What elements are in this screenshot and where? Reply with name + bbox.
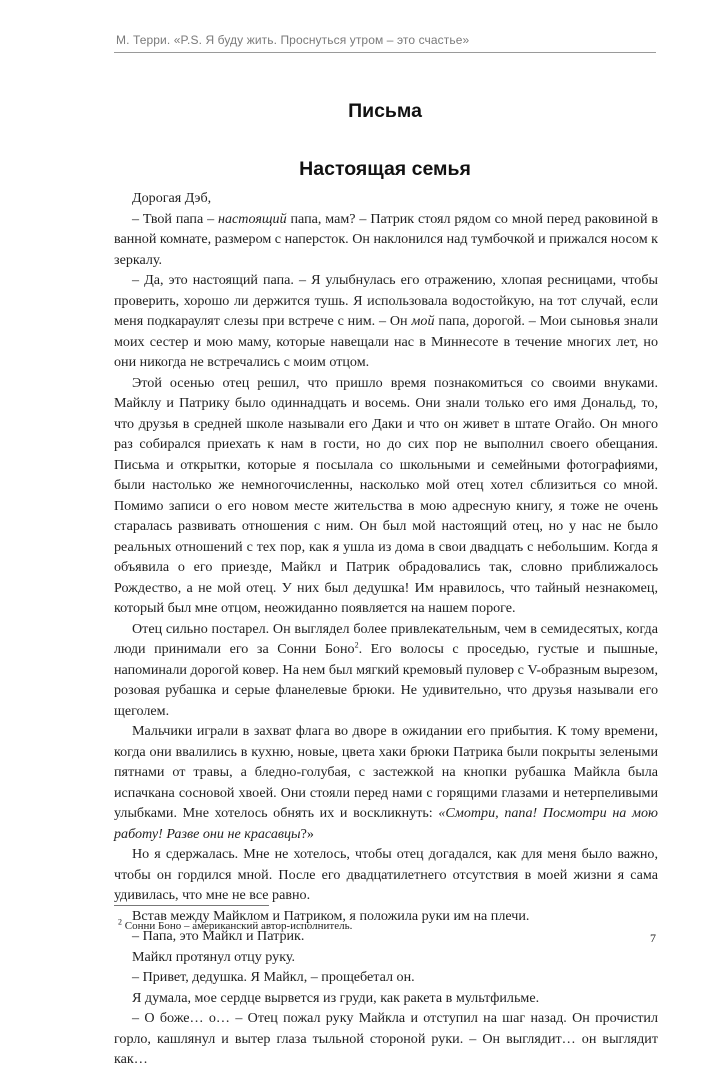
header-divider: [114, 52, 656, 53]
paragraph: Отец сильно постарел. Он выглядел более привлекательным, чем в семидесятых, когда люди принимали его за Сонни Боно$^2$. Его волосы с проседью, густые и пышные, напоминали дорогой ковер. На нем был мягкий кремовый пуловер с V-образным вырезом, розовая рубашка и серые фланелевые брюки. Не удивительно, что друзья называли его щеголем.: [114, 620, 659, 719]
salutation: Дорогая Дэб,: [132, 190, 212, 206]
dialogue-line: – О боже… о… – Отец пожал руку Майкла и отступил на шаг назад. Он прочистил горло, кашлянул и вытер глаза тыльной стороной руки. – Он выглядит… он выглядит как…: [114, 1010, 658, 1067]
chapter-title: Настоящая семья: [299, 158, 471, 180]
footnote-marker: 2: [118, 917, 122, 927]
footnote-reference: 2: [354, 640, 359, 650]
footnote: $^2$ Сонни Боно – американский автор-исполнитель.: [118, 917, 353, 932]
paragraph: Я думала, мое сердце вырвется из груди, как ракета в мультфильме.: [132, 989, 540, 1006]
dialogue-line: – Папа, это Майкл и Патрик.: [132, 928, 305, 944]
letter-body: [114, 188, 658, 1070]
paragraph: Майкл протянул отцу руку.: [132, 948, 296, 965]
paragraph: Мальчики играли в захват флага во дворе в ожидании его прибытия. К тому времени, когда они ввалились в кухню, новые, цвета хаки брюки Патрика были покрыты зелеными пятнами от травы, а бледно-голубая, с застежкой на кнопки рубашка Майкла была испачкана сосновой хвоей. Они стояли перед нами с горящими глазами и нетерпеливыми улыбками. Мне хотелось обнять их и воскликнуть: «Смотри, папа! Посмотри на мою работу! Разве они не красавцы?»: [114, 723, 658, 842]
paragraph: – Да, это настоящий папа. – Я улыбнулась его отражению, хлопая ресницами, чтобы проверить, хорошо ли держится тушь. Я использовала водостойкую, на тот случай, если меня подкараулят слезы при встрече с ним. – Он мой папа, дорогой. – Мои сыновья знали моих сестер и мою маму, которые навещали нас в Миннесоте в течение многих лет, но они никогда не встречались с моим отцом.: [114, 272, 658, 370]
footnote-divider: [114, 905, 269, 906]
paragraph: – Твой папа – настоящий папа, мам? – Патрик стоял рядом со мной перед раковиной в ванной комнате, размером с наперсток. Он наклонился над тумбочкой и прижался носом к зеркалу.: [114, 210, 659, 268]
paragraph: Но я сдержалась. Мне не хотелось, чтобы отец догадался, как для меня было важно, чтобы он гордился мной. После его двадцатилетнего отсутствия в моей жизни я сама удивилась, что мне не все равно.: [114, 846, 658, 903]
dialogue-line: – Привет, дедушка. Я Майкл, – прощебетал он.: [132, 969, 415, 985]
part-title: Письма: [348, 100, 422, 122]
page-number: 7: [650, 931, 656, 945]
paragraph: Встав между Майклом и Патриком, я положила руки им на плечи.: [132, 907, 530, 924]
paragraph: Этой осенью отец решил, что пришло время познакомиться со своими внуками. Майклу и Патрику было одиннадцать и восемь. Они знали только его имя Дональд, то, что друзья в средней школе называли его Даки и что он живет в штате Огайо. Он много раз собирался приехать к нам в гости, но до сих пор не выполнил своего обещания. Письма и открытки, которые я посылала со школьными и семейными фотографиями, были настолько же немногочисленны, насколько мой отец хотел сблизиться со мной. Помимо записи о его новом месте жительства в мою адресную книгу, я тоже не очень старалась развивать отношения с ним. Он был мой настоящий отец, но у нас не было реальных отношений с тех пор, как я ушла из дома в свои двадцать с небольшим. Когда я объявила о его приезде, Майкл и Патрик обрадовались так, словно приближалось Рождество, а не мой отец. У них был дедушка! Им нравилось, что тайный незнакомец, который был мне отцом, неожиданно появляется на нашем пороге.: [114, 374, 658, 616]
running-header: М. Терри. «P.S. Я буду жить. Проснуться утром – это счастье»: [116, 33, 470, 47]
